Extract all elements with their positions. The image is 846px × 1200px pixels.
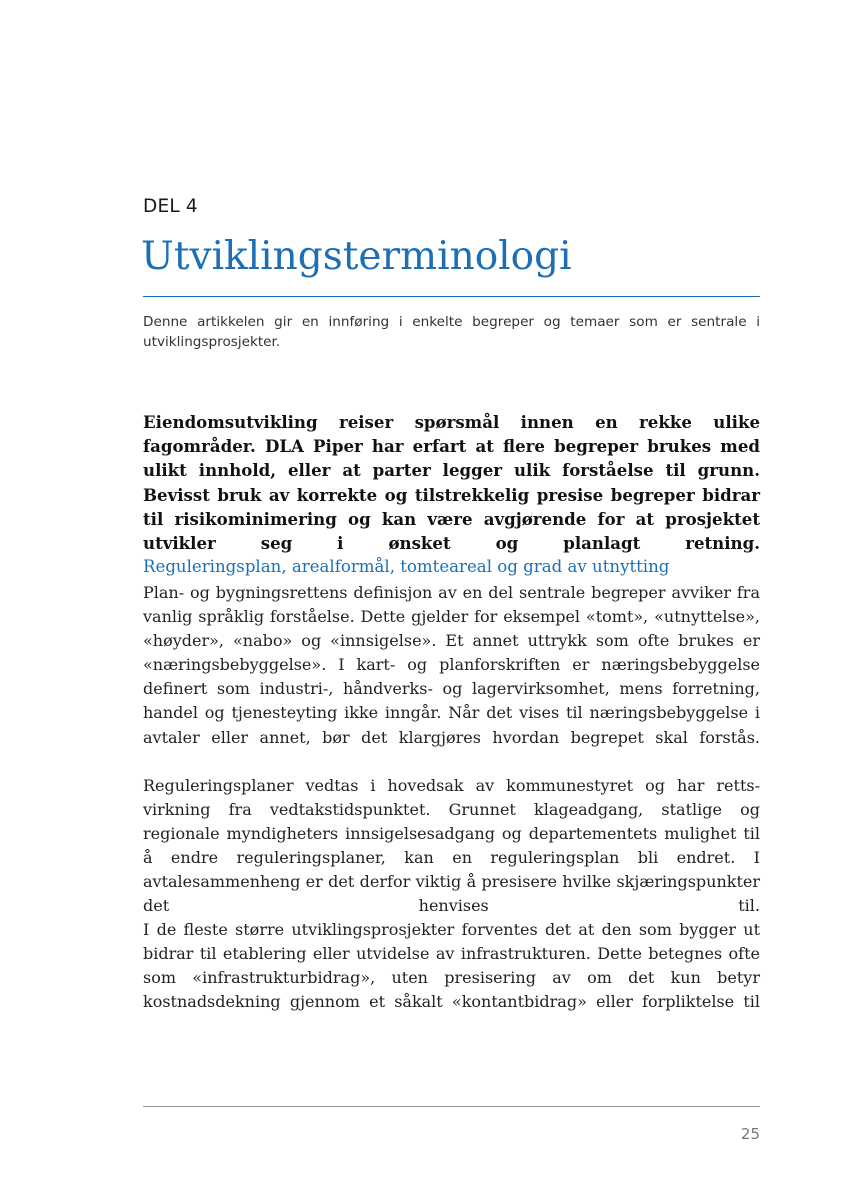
document-page	[143, 0, 760, 1200]
body-paragraph: Reguleringsplaner vedtas i hovedsak av kommunestyret og har retts-virkning fra vedtakstidspunktet. Grunnet klageadgang, statlige og regionale myndigheters innsigelsesadgang og departementets mulighet til å endre reguleringsplaner, kan en reguleringsplan bli endret. I avtalesammenheng er det derfor viktig å presisere hvilke skjæringspunkter det henvises til.	[143, 776, 760, 916]
lead-paragraph: Eiendomsutvikling reiser spørsmål innen en rekke ulike fagområder. DLA Piper har erfart at flere begreper brukes med ulikt innhold, eller at parter legger ulik forståelse til grunn. Bevisst bruk av korrekte og tilstrekkelig presise begreper bidrar til risikominimering og kan være avgjørende for at prosjektet utvikler seg i ønsket og planlagt retning.	[143, 412, 760, 554]
footer-divider	[143, 1106, 760, 1107]
section-heading: Reguleringsplan, arealformål, tomteareal og grad av utnytting	[143, 557, 670, 576]
body-paragraph: Plan- og bygningsrettens definisjon av en del sentrale begreper avviker fra vanlig språklig forståelse. Dette gjelder for eksempel «tomt», «utnyttelse», «høyder», «nabo» og «innsigelse». Et annet uttrykk som ofte brukes er «næringsbebyggelse». I kart- og planforskriften er næringsbebyggelse definert som industri-, håndverks- og lagervirksomhet, mens forretning, handel og tjenesteyting ikke inngår. Når det vises til næringsbebyggelse i avtaler eller annet, bør det klargjøres hvordan begrepet skal forstås.	[143, 583, 760, 747]
body-paragraph: I de fleste større utviklingsprosjekter forventes det at den som bygger ut bidrar til etablering eller utvidelse av infrastrukturen. Dette betegnes ofte som «infrastrukturbidrag», uten presisering av om det kun betyr kostnadsdekning gjennom et såkalt «kontantbidrag» eller forpliktelse til	[143, 920, 760, 1012]
part-label: DEL 4	[143, 196, 198, 217]
title-divider	[143, 296, 760, 297]
intro-text: Denne artikkelen gir en innføring i enkelte begreper og temaer som er sentrale i utviklingsprosjekter.	[143, 314, 760, 350]
page-number: 25	[740, 1125, 760, 1143]
page-title: Utviklingsterminologi	[141, 234, 572, 279]
